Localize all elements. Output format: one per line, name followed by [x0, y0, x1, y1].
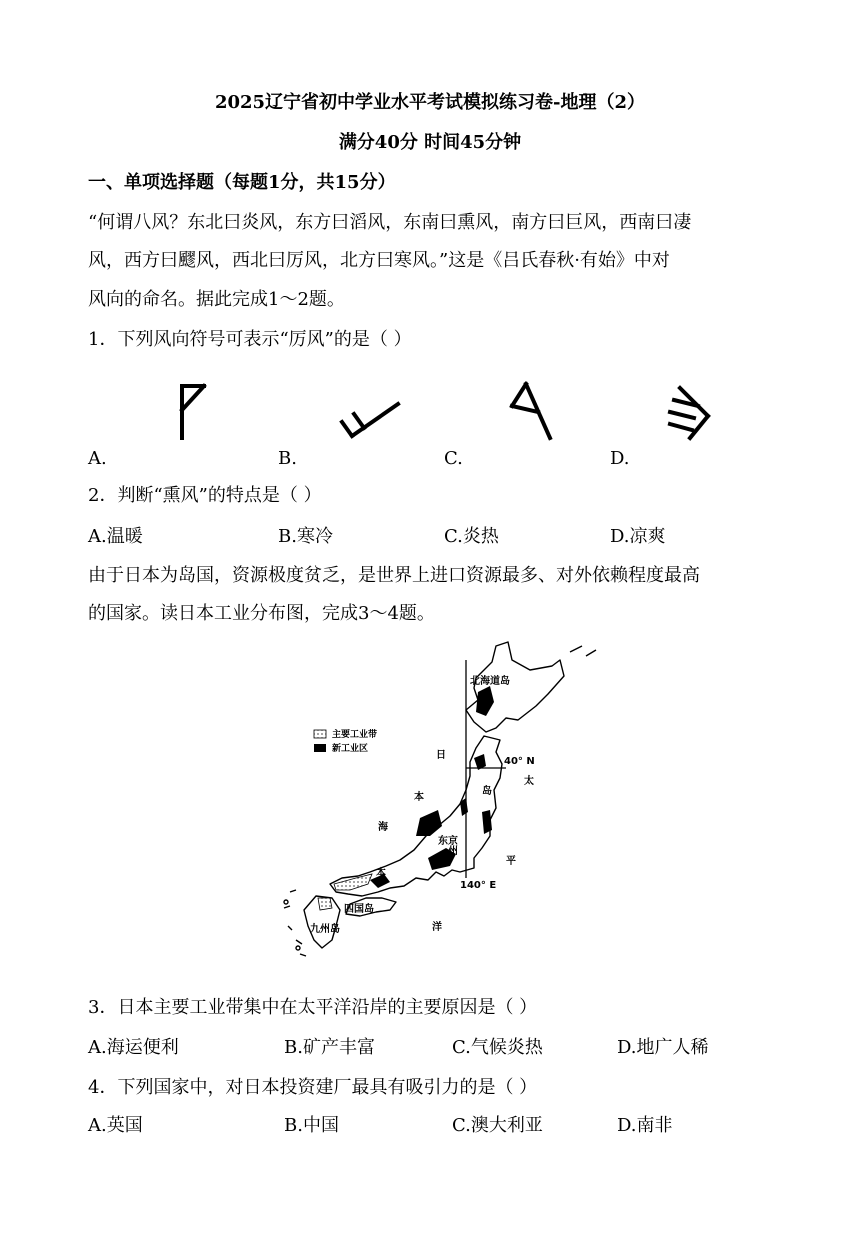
wind-symbol-a-icon	[182, 386, 204, 438]
honshu-label-b: 州	[448, 846, 458, 857]
q3-option-a: A.海运便利	[88, 1037, 179, 1058]
q4-option-d: D.南非	[617, 1115, 673, 1136]
q1-option-c: C.	[444, 448, 463, 469]
hokkaido-outline	[466, 642, 564, 732]
tokyo-label: 东京	[438, 836, 458, 847]
q4-option-a: A.英国	[88, 1115, 143, 1136]
page-subtitle: 满分40分 时间45分钟	[338, 132, 522, 153]
wind-symbol-c-icon	[512, 384, 550, 438]
section-heading: 一、单项选择题（每题1分，共15分）	[88, 172, 396, 193]
q1-option-a: A.	[88, 448, 107, 469]
question-3-stem: 3．日本主要工业带集中在太平洋沿岸的主要原因是（ ）	[88, 997, 538, 1018]
legend-belt-label: 主要工业带	[332, 730, 378, 740]
page-title: 2025辽宁省初中学业水平考试模拟练习卷-地理（2）	[214, 92, 646, 113]
passage2-line1: 由于日本为岛国，资源极度贫乏，是世界上进口资源最多、对外依赖程度最高	[88, 565, 700, 586]
wind-symbols	[170, 380, 730, 445]
q4-option-b: B.中国	[284, 1115, 339, 1136]
japan-sea-label-1: 日	[436, 750, 446, 761]
honshu-label-c: 岛	[482, 786, 492, 797]
q2-option-a: A.温暖	[88, 526, 143, 547]
hokkaido-label: 北海道岛	[470, 676, 510, 687]
question-4-stem: 4．下列国家中，对日本投资建厂最具有吸引力的是（ ）	[88, 1077, 538, 1098]
wind-symbol-b-icon	[342, 404, 398, 436]
q2-option-b: B.寒冷	[278, 526, 333, 547]
shikoku-label: 四国岛	[344, 904, 374, 915]
pacific-label-1: 太	[524, 776, 534, 787]
pacific-label-2: 平	[506, 856, 516, 867]
q4-option-c: C.澳大利亚	[452, 1115, 543, 1136]
question-1-stem: 1．下列风向符号可表示“厉风”的是（ ）	[88, 329, 412, 350]
q3-option-d: D.地广人稀	[617, 1037, 709, 1058]
q1-option-b: B.	[278, 448, 297, 469]
q2-option-c: C.炎热	[444, 526, 499, 547]
passage2-line2: 的国家。读日本工业分布图，完成3～4题。	[88, 603, 435, 624]
pacific-label-3: 洋	[432, 922, 442, 933]
q1-option-d: D.	[610, 448, 630, 469]
kyushu-label: 九州岛	[310, 924, 340, 935]
japan-sea-label-3: 海	[378, 822, 388, 833]
lat-label: 40° N	[504, 756, 535, 767]
japan-industry-map	[260, 640, 620, 970]
honshu-label-d: 本	[376, 868, 386, 879]
question-2-stem: 2．判断“熏风”的特点是（ ）	[88, 485, 322, 506]
honshu-label-a: 本	[414, 792, 424, 803]
legend-new-label: 新工业区	[332, 744, 369, 754]
passage1-line3: 风向的命名。据此完成1～2题。	[88, 289, 345, 310]
wind-symbol-d-icon	[670, 388, 708, 438]
q3-option-b: B.矿产丰富	[284, 1037, 375, 1058]
passage1-line2: 风，西方曰飂风，西北曰厉风，北方曰寒风。”这是《吕氏春秋·有始》中对	[88, 250, 670, 271]
lon-label: 140° E	[460, 880, 497, 891]
q2-option-d: D.凉爽	[610, 526, 666, 547]
passage1-line1: “何谓八风？东北曰炎风，东方曰滔风，东南曰熏风，南方曰巨风，西南曰凄	[88, 212, 692, 233]
q3-option-c: C.气候炎热	[452, 1037, 543, 1058]
